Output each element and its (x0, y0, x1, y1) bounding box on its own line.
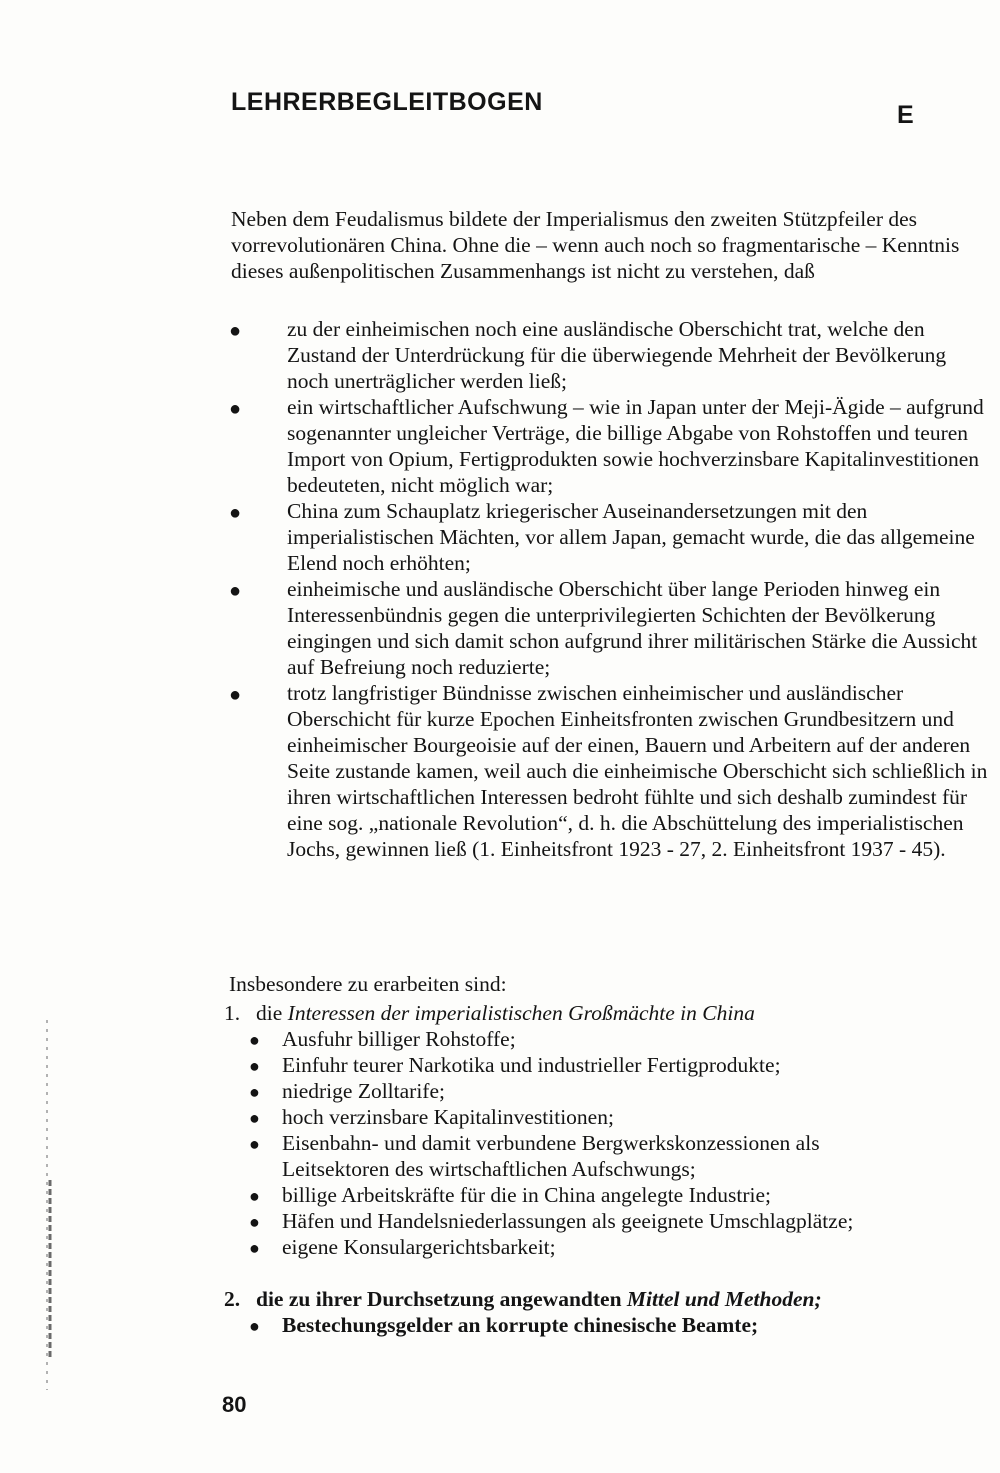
bullet-icon: ● (249, 1030, 260, 1050)
list-item (0, 576, 1000, 680)
bullet-icon: ● (229, 398, 242, 420)
header-title: LEHRERBEGLEITBOGEN (231, 88, 543, 116)
list-item-text: Häfen und Handelsniederlassungen als geeignete Umschlagplätze; (282, 1209, 854, 1233)
bullet-icon: ● (249, 1316, 260, 1336)
bullet-icon: ● (249, 1212, 260, 1232)
list-item-text: Einfuhr teurer Narkotika und industrieller Fertigprodukte; (282, 1053, 781, 1077)
section-heading-prefix: die zu ihrer Durchsetzung angewandten (256, 1287, 622, 1311)
bullet-icon: ● (229, 320, 242, 342)
tasks-intro: Insbesondere zu erarbeiten sind: (229, 972, 507, 996)
list-item (0, 1078, 1000, 1104)
list-item (0, 1052, 1000, 1078)
list-item-text: Bestechungsgelder an korrupte chinesische Beamte; (282, 1313, 759, 1337)
list-item (0, 1208, 1000, 1234)
section-heading-emphasis: Mittel und Methoden; (626, 1287, 822, 1311)
list-item (0, 1312, 1000, 1338)
section-interests (0, 1000, 1000, 1260)
list-item (0, 1026, 1000, 1052)
list-item-text: trotz langfristiger Bündnisse zwischen einheimischer und ausländischer Oberschicht für kurze Epochen Einheitsfronten zwischen Grundbesitzern und einheimischer Bourgeoisie auf der einen, Bauern und Arbeitern auf der anderen Seite zustande kamen, weil auch die einheimische Oberschicht sich schließlich in ihren wirtschaftlichen Interessen bedroht fühlte und sich deshalb zumindest für eine sog. „nationale Revolution“, d. h. die Abschüttelung des imperialistischen Jochs, gewinnen ließ (1. Einheitsfront 1923 - 27, 2. Einheitsfront 1937 - 45). (287, 681, 988, 861)
methods-list (0, 1312, 1000, 1338)
section-heading-emphasis: Interessen der imperialistischen Großmächte in China (287, 1001, 755, 1025)
bullet-icon: ● (229, 580, 242, 602)
list-item-text: niedrige Zolltarife; (282, 1079, 445, 1103)
list-item (0, 1130, 1000, 1182)
section-heading (0, 1286, 1000, 1312)
list-item (0, 316, 1000, 394)
list-item (0, 1234, 1000, 1260)
consequence-list (0, 316, 1000, 862)
bullet-icon: ● (249, 1186, 260, 1206)
list-item-text: Ausfuhr billiger Rohstoffe; (282, 1027, 516, 1051)
list-item-text: Eisenbahn- und damit verbundene Bergwerkskonzessionen als Leitsektoren des wirtschaftlichen Aufschwungs; (282, 1131, 820, 1181)
page-number: 80 (222, 1392, 247, 1417)
list-item-text: China zum Schauplatz kriegerischer Auseinandersetzungen mit den imperialistischen Mächten, vor allem Japan, gemacht wurde, die das allgemeine Elend noch erhöhten; (287, 499, 975, 575)
interests-list (0, 1026, 1000, 1260)
section-methods (0, 1286, 1000, 1338)
list-item (0, 680, 1000, 862)
list-item (0, 394, 1000, 498)
list-item-text: billige Arbeitskräfte für die in China angelegte Industrie; (282, 1183, 771, 1207)
list-item (0, 1182, 1000, 1208)
list-item-text: ein wirtschaftlicher Aufschwung – wie in Japan unter der Meji-Ägide – aufgrund sogenannter ungleicher Verträge, die billige Abgabe von Rohstoffen und teuren Import von Opium, Fertigprodukten sowie hochverzinsbare Kapitalinvestitionen bedeuteten, nicht möglich war; (287, 395, 984, 497)
bullet-icon: ● (249, 1134, 260, 1154)
bullet-icon: ● (249, 1238, 260, 1258)
bullet-icon: ● (229, 684, 242, 706)
list-item-text: eigene Konsulargerichtsbarkeit; (282, 1235, 556, 1259)
intro-paragraph: Neben dem Feudalismus bildete der Imperialismus den zweiten Stützpfeiler des vorrevolutionären China. Ohne die – wenn auch noch so fragmentarische – Kenntnis dieses außenpolitischen Zusammenhangs ist nicht zu verstehen, daß (231, 207, 960, 283)
list-item-text: einheimische und ausländische Oberschicht über lange Perioden hinweg ein Interessenbündnis gegen die unterprivilegierten Schichten der Bevölkerung eingingen und sich damit schon aufgrund ihrer militärischen Stärke die Aussicht auf Befreiung noch reduzierte; (287, 577, 978, 679)
header-section-letter: E (897, 101, 914, 129)
list-item (0, 498, 1000, 576)
section-heading-prefix: die (256, 1001, 283, 1025)
bullet-icon: ● (249, 1082, 260, 1102)
bullet-icon: ● (229, 502, 242, 524)
scan-edge-artifact (40, 1020, 54, 1390)
section-number: 1. (224, 1001, 241, 1025)
section-number: 2. (224, 1287, 241, 1311)
section-heading-text (256, 1000, 755, 1026)
section-heading-text (256, 1286, 822, 1312)
bullet-icon: ● (249, 1056, 260, 1076)
list-item-text: hoch verzinsbare Kapitalinvestitionen; (282, 1105, 614, 1129)
bullet-icon: ● (249, 1108, 260, 1128)
list-item-text: zu der einheimischen noch eine ausländische Oberschicht trat, welche den Zustand der Unterdrückung für die überwiegende Mehrheit der Bevölkerung noch unerträglicher werden ließ; (287, 317, 947, 393)
list-item (0, 1104, 1000, 1130)
section-heading (0, 1000, 1000, 1026)
